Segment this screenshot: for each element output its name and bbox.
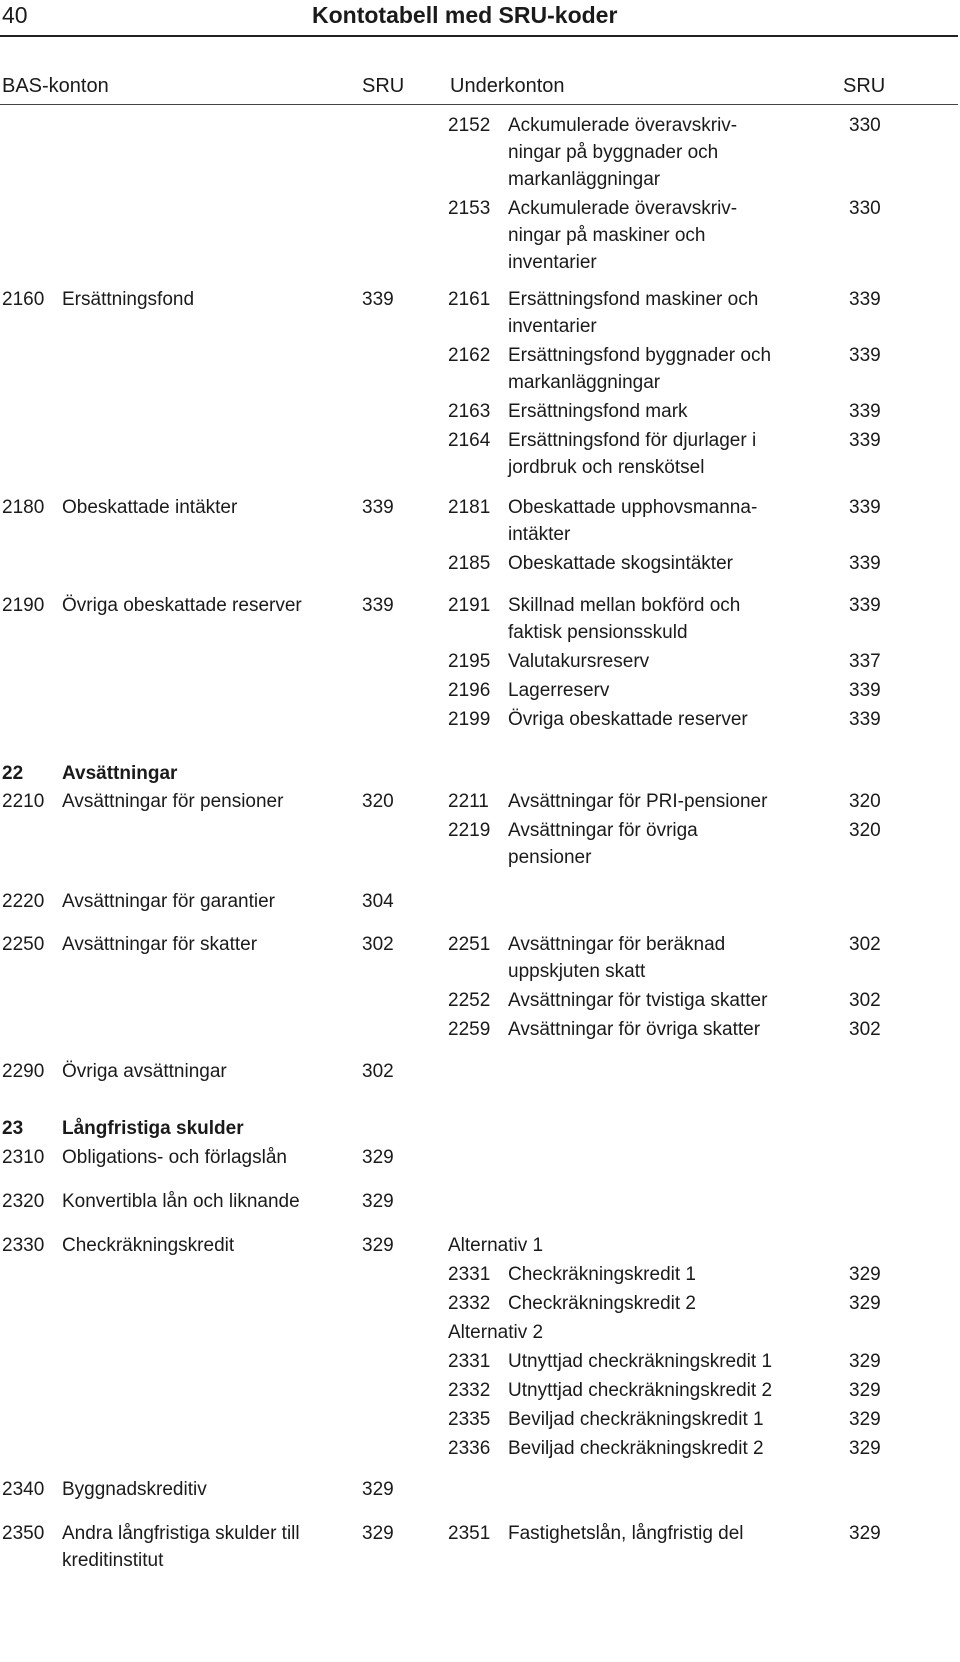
- subaccount-code: 2162: [448, 345, 491, 366]
- header-rule: [0, 35, 958, 37]
- subaccount-name: Beviljad checkräkningskredit 1: [508, 1409, 764, 1430]
- subaccount-sru: 329: [849, 1438, 881, 1459]
- subaccount-name: Obeskattade skogsintäkter: [508, 553, 733, 574]
- sru-code: 329: [362, 1523, 394, 1544]
- account-name: Övriga obeskattade reserver: [62, 595, 302, 616]
- subaccount-name: Utnyttjad checkräkningskredit 2: [508, 1380, 773, 1401]
- subaccount-sru: 320: [849, 791, 881, 812]
- page-number: 40: [2, 2, 28, 28]
- subaccount-sru: 339: [849, 497, 881, 518]
- alternative-heading: Alternativ 1: [448, 1235, 544, 1256]
- subaccount-sru: 330: [849, 198, 881, 219]
- subaccount-sru: 320: [849, 820, 881, 841]
- subaccount-sru: 339: [849, 709, 881, 730]
- subaccount-name: Avsättningar för övriga: [508, 820, 698, 841]
- section-title: Långfristiga skulder: [62, 1118, 244, 1139]
- column-header-underkonton: Underkonton: [450, 75, 565, 97]
- subaccount-name: intäkter: [508, 524, 571, 545]
- subaccount-name: Avsättningar för övriga skatter: [508, 1019, 761, 1040]
- subaccount-name: Avsättningar för tvistiga skatter: [508, 990, 768, 1011]
- subaccount-code: 2152: [448, 115, 491, 136]
- subaccount-sru: 339: [849, 430, 881, 451]
- subaccount-name: Ackumulerade överavskriv-: [508, 198, 738, 219]
- subaccount-name: Utnyttjad checkräkningskredit 1: [508, 1351, 773, 1372]
- subaccount-code: 2332: [448, 1380, 491, 1401]
- subaccount-name: uppskjuten skatt: [508, 961, 646, 982]
- subaccount-name: faktisk pensionsskuld: [508, 622, 688, 643]
- page-header: [0, 0, 960, 40]
- subaccount-sru: 339: [849, 595, 881, 616]
- subaccount-sru: 329: [849, 1264, 881, 1285]
- account-code: 2190: [2, 595, 45, 616]
- sru-code: 329: [362, 1147, 394, 1168]
- subaccount-code: 2335: [448, 1409, 491, 1430]
- subaccount-sru: 339: [849, 289, 881, 310]
- section-code: 23: [2, 1118, 24, 1139]
- sru-code: 304: [362, 891, 394, 912]
- subaccount-sru: 339: [849, 553, 881, 574]
- subaccount-sru: 339: [849, 345, 881, 366]
- sru-code: 339: [362, 497, 394, 518]
- subaccount-name: ningar på maskiner och: [508, 225, 706, 246]
- subaccount-name: Övriga obeskattade reserver: [508, 709, 748, 730]
- account-code: 2220: [2, 891, 45, 912]
- account-name: kreditinstitut: [62, 1550, 164, 1571]
- subaccount-name: Avsättningar för PRI-pensioner: [508, 791, 768, 812]
- subaccount-sru: 329: [849, 1523, 881, 1544]
- subaccount-name: Checkräkningskredit 1: [508, 1264, 696, 1285]
- section-code: 22: [2, 763, 24, 784]
- subaccount-code: 2196: [448, 680, 491, 701]
- subaccount-sru: 329: [849, 1409, 881, 1430]
- subaccount-code: 2336: [448, 1438, 491, 1459]
- column-header-rule: [0, 104, 958, 105]
- subaccount-sru: 329: [849, 1293, 881, 1314]
- subaccount-name: Fastighetslån, långfristig del: [508, 1523, 744, 1544]
- subaccount-name: Checkräkningskredit 2: [508, 1293, 696, 1314]
- account-code: 2310: [2, 1147, 45, 1168]
- account-code: 2160: [2, 289, 45, 310]
- subaccount-code: 2331: [448, 1264, 491, 1285]
- sru-code: 339: [362, 595, 394, 616]
- account-name: Andra långfristiga skulder till: [62, 1523, 300, 1544]
- account-code: 2320: [2, 1191, 45, 1212]
- subaccount-name: Valutakursreserv: [508, 651, 650, 672]
- account-name: Övriga avsättningar: [62, 1061, 227, 1082]
- section-title: Avsättningar: [62, 763, 178, 784]
- subaccount-sru: 339: [849, 401, 881, 422]
- subaccount-code: 2191: [448, 595, 491, 616]
- account-code: 2330: [2, 1235, 45, 1256]
- sru-code: 329: [362, 1191, 394, 1212]
- subaccount-code: 2161: [448, 289, 491, 310]
- account-code: 2340: [2, 1479, 45, 1500]
- subaccount-sru: 302: [849, 934, 881, 955]
- account-code: 2210: [2, 791, 45, 812]
- subaccount-code: 2199: [448, 709, 491, 730]
- column-header-sru-right: SRU: [843, 75, 886, 97]
- subaccount-code: 2164: [448, 430, 491, 451]
- sru-code: 339: [362, 289, 394, 310]
- account-name: Avsättningar för pensioner: [62, 791, 284, 812]
- page-title: Kontotabell med SRU-koder: [312, 2, 618, 28]
- subaccount-name: Avsättningar för beräknad: [508, 934, 726, 955]
- sru-code: 329: [362, 1235, 394, 1256]
- account-code: 2350: [2, 1523, 45, 1544]
- subaccount-code: 2195: [448, 651, 491, 672]
- subaccount-name: Ersättningsfond för djurlager i: [508, 430, 757, 451]
- subaccount-sru: 302: [849, 1019, 881, 1040]
- subaccount-name: Ersättningsfond mark: [508, 401, 688, 422]
- sru-code: 302: [362, 934, 394, 955]
- subaccount-code: 2181: [448, 497, 491, 518]
- subaccount-sru: 330: [849, 115, 881, 136]
- subaccount-name: Ersättningsfond byggnader och: [508, 345, 772, 366]
- subaccount-code: 2219: [448, 820, 491, 841]
- subaccount-code: 2211: [448, 791, 489, 812]
- account-name: Obligations- och förlagslån: [62, 1147, 287, 1168]
- subaccount-name: Lagerreserv: [508, 680, 610, 701]
- subaccount-sru: 339: [849, 680, 881, 701]
- subaccount-name: pensioner: [508, 847, 592, 868]
- sru-code: 329: [362, 1479, 394, 1500]
- subaccount-name: Ackumulerade överavskriv-: [508, 115, 738, 136]
- subaccount-code: 2259: [448, 1019, 491, 1040]
- subaccount-name: Skillnad mellan bokförd och: [508, 595, 741, 616]
- account-code: 2290: [2, 1061, 45, 1082]
- subaccount-code: 2351: [448, 1523, 491, 1544]
- account-name: Byggnadskreditiv: [62, 1479, 207, 1500]
- sru-code: 320: [362, 791, 394, 812]
- account-code: 2250: [2, 934, 45, 955]
- column-header-bas: BAS-konton: [2, 75, 109, 97]
- subaccount-code: 2252: [448, 990, 491, 1011]
- subaccount-name: markanläggningar: [508, 372, 661, 393]
- subaccount-code: 2331: [448, 1351, 491, 1372]
- subaccount-name: ningar på byggnader och: [508, 142, 719, 163]
- subaccount-code: 2163: [448, 401, 491, 422]
- account-name: Avsättningar för garantier: [62, 891, 275, 912]
- alternative-heading: Alternativ 2: [448, 1322, 544, 1343]
- subaccount-sru: 337: [849, 651, 881, 672]
- subaccount-name: inventarier: [508, 252, 597, 273]
- subaccount-code: 2332: [448, 1293, 491, 1314]
- subaccount-sru: 302: [849, 990, 881, 1011]
- account-code: 2180: [2, 497, 45, 518]
- account-name: Checkräkningskredit: [62, 1235, 235, 1256]
- subaccount-name: inventarier: [508, 316, 597, 337]
- account-name: Avsättningar för skatter: [62, 934, 258, 955]
- account-name: Konvertibla lån och liknande: [62, 1191, 300, 1212]
- subaccount-code: 2185: [448, 553, 491, 574]
- subaccount-code: 2153: [448, 198, 491, 219]
- subaccount-name: markanläggningar: [508, 169, 661, 190]
- subaccount-name: Obeskattade upphovsmanna-: [508, 497, 758, 518]
- subaccount-code: 2251: [448, 934, 491, 955]
- account-name: Obeskattade intäkter: [62, 497, 238, 518]
- sru-code: 302: [362, 1061, 394, 1082]
- subaccount-name: Ersättningsfond maskiner och: [508, 289, 759, 310]
- subaccount-name: jordbruk och renskötsel: [508, 457, 705, 478]
- subaccount-sru: 329: [849, 1380, 881, 1401]
- account-name: Ersättningsfond: [62, 289, 195, 310]
- column-header-sru-left: SRU: [362, 75, 405, 97]
- subaccount-sru: 329: [849, 1351, 881, 1372]
- subaccount-name: Beviljad checkräkningskredit 2: [508, 1438, 764, 1459]
